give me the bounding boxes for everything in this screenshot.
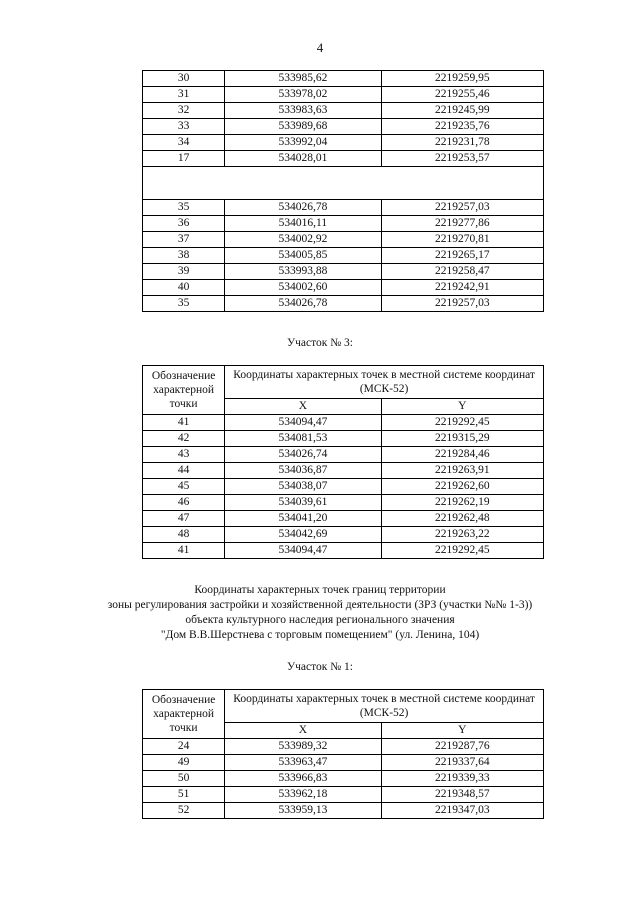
y-coordinate-cell: 2219257,03 bbox=[381, 296, 543, 312]
y-coordinate-cell: 2219284,46 bbox=[381, 447, 543, 463]
x-coordinate-cell: 533959,13 bbox=[225, 803, 381, 819]
coordinates-table-section-3 bbox=[142, 365, 544, 559]
y-coordinate-cell: 2219258,47 bbox=[381, 264, 543, 280]
table-row bbox=[143, 264, 544, 280]
point-number-cell: 48 bbox=[143, 527, 225, 543]
zone-heading bbox=[0, 583, 640, 643]
point-number-cell: 36 bbox=[143, 216, 225, 232]
point-number-cell: 30 bbox=[143, 71, 225, 87]
table-row bbox=[143, 479, 544, 495]
x-coordinate-cell: 534005,85 bbox=[225, 248, 381, 264]
table-row bbox=[143, 280, 544, 296]
y-coordinate-cell: 2219263,91 bbox=[381, 463, 543, 479]
table-row bbox=[143, 135, 544, 151]
table-body bbox=[143, 739, 544, 819]
y-coordinate-cell: 2219347,03 bbox=[381, 803, 543, 819]
x-coordinate-cell: 534026,74 bbox=[225, 447, 381, 463]
table-row bbox=[143, 248, 544, 264]
point-number-cell: 51 bbox=[143, 787, 225, 803]
y-coordinate-cell: 2219245,99 bbox=[381, 103, 543, 119]
point-number-cell: 39 bbox=[143, 264, 225, 280]
y-coordinate-cell: 2219235,76 bbox=[381, 119, 543, 135]
table-gap-row bbox=[143, 167, 544, 200]
table-body bbox=[143, 415, 544, 559]
x-coordinate-cell: 534002,60 bbox=[225, 280, 381, 296]
point-number-cell: 47 bbox=[143, 511, 225, 527]
x-coordinate-cell: 533962,18 bbox=[225, 787, 381, 803]
table-body-part-b bbox=[143, 200, 544, 312]
table-row bbox=[143, 232, 544, 248]
table-row bbox=[143, 447, 544, 463]
zone-heading-line: зоны регулирования застройки и хозяйственной деятельности (ЗРЗ (участки №№ 1-3)) bbox=[107, 599, 533, 611]
table-row bbox=[143, 431, 544, 447]
point-number-cell: 24 bbox=[143, 739, 225, 755]
y-coordinate-cell: 2219277,86 bbox=[381, 216, 543, 232]
section-1-title: Участок № 1: bbox=[286, 661, 353, 673]
table-row bbox=[143, 495, 544, 511]
table-row bbox=[143, 415, 544, 431]
table-row bbox=[143, 771, 544, 787]
point-number-cell: 17 bbox=[143, 151, 225, 167]
point-number-cell: 38 bbox=[143, 248, 225, 264]
y-coordinate-cell: 2219263,22 bbox=[381, 527, 543, 543]
header-y: Y bbox=[381, 723, 543, 739]
y-coordinate-cell: 2219292,45 bbox=[381, 415, 543, 431]
x-coordinate-cell: 534026,78 bbox=[225, 200, 381, 216]
y-coordinate-cell: 2219262,60 bbox=[381, 479, 543, 495]
point-number-cell: 45 bbox=[143, 479, 225, 495]
point-number-cell: 33 bbox=[143, 119, 225, 135]
point-number-cell: 43 bbox=[143, 447, 225, 463]
y-coordinate-cell: 2219315,29 bbox=[381, 431, 543, 447]
table-body-part-a bbox=[143, 71, 544, 167]
x-coordinate-cell: 534036,87 bbox=[225, 463, 381, 479]
coordinates-table-continuation bbox=[142, 70, 544, 312]
y-coordinate-cell: 2219265,17 bbox=[381, 248, 543, 264]
y-coordinate-cell: 2219348,57 bbox=[381, 787, 543, 803]
x-coordinate-cell: 534038,07 bbox=[225, 479, 381, 495]
x-coordinate-cell: 534094,47 bbox=[225, 415, 381, 431]
header-point-label: Обозначение характерной точки bbox=[143, 690, 225, 739]
x-coordinate-cell: 534028,01 bbox=[225, 151, 381, 167]
x-coordinate-cell: 534094,47 bbox=[225, 543, 381, 559]
point-number-cell: 44 bbox=[143, 463, 225, 479]
table-row bbox=[143, 755, 544, 771]
table-gap bbox=[143, 167, 544, 200]
y-coordinate-cell: 2219270,81 bbox=[381, 232, 543, 248]
table-row bbox=[143, 463, 544, 479]
header-x: X bbox=[225, 723, 381, 739]
table-row bbox=[143, 87, 544, 103]
y-coordinate-cell: 2219242,91 bbox=[381, 280, 543, 296]
y-coordinate-cell: 2219287,76 bbox=[381, 739, 543, 755]
coordinates-table-section-1 bbox=[142, 689, 544, 819]
header-point-label: Обозначение характерной точки bbox=[143, 366, 225, 415]
x-coordinate-cell: 533985,62 bbox=[225, 71, 381, 87]
header-x: X bbox=[225, 399, 381, 415]
table-row bbox=[143, 200, 544, 216]
x-coordinate-cell: 534039,61 bbox=[225, 495, 381, 511]
x-coordinate-cell: 533963,47 bbox=[225, 755, 381, 771]
x-coordinate-cell: 533993,88 bbox=[225, 264, 381, 280]
gap-cell bbox=[143, 167, 544, 200]
x-coordinate-cell: 533989,68 bbox=[225, 119, 381, 135]
zone-heading-line: Координаты характерных точек границ территории bbox=[194, 584, 446, 596]
point-number-cell: 41 bbox=[143, 415, 225, 431]
point-number-cell: 49 bbox=[143, 755, 225, 771]
table-row bbox=[143, 151, 544, 167]
table-row bbox=[143, 296, 544, 312]
y-coordinate-cell: 2219262,19 bbox=[381, 495, 543, 511]
point-number-cell: 34 bbox=[143, 135, 225, 151]
x-coordinate-cell: 533989,32 bbox=[225, 739, 381, 755]
table-row bbox=[143, 103, 544, 119]
point-number-cell: 50 bbox=[143, 771, 225, 787]
header-y: Y bbox=[381, 399, 543, 415]
x-coordinate-cell: 534016,11 bbox=[225, 216, 381, 232]
table-row bbox=[143, 71, 544, 87]
y-coordinate-cell: 2219292,45 bbox=[381, 543, 543, 559]
point-number-cell: 31 bbox=[143, 87, 225, 103]
point-number-cell: 52 bbox=[143, 803, 225, 819]
table-row bbox=[143, 787, 544, 803]
table-row bbox=[143, 739, 544, 755]
point-number-cell: 32 bbox=[143, 103, 225, 119]
point-number-cell: 40 bbox=[143, 280, 225, 296]
x-coordinate-cell: 533992,04 bbox=[225, 135, 381, 151]
y-coordinate-cell: 2219255,46 bbox=[381, 87, 543, 103]
point-number-cell: 35 bbox=[143, 296, 225, 312]
y-coordinate-cell: 2219339,33 bbox=[381, 771, 543, 787]
point-number-cell: 46 bbox=[143, 495, 225, 511]
y-coordinate-cell: 2219253,57 bbox=[381, 151, 543, 167]
header-coordinates-label: Координаты характерных точек в местной системе координат (МСК-52) bbox=[225, 690, 544, 723]
x-coordinate-cell: 533978,02 bbox=[225, 87, 381, 103]
x-coordinate-cell: 534026,78 bbox=[225, 296, 381, 312]
table-row bbox=[143, 543, 544, 559]
x-coordinate-cell: 534002,92 bbox=[225, 232, 381, 248]
table-row bbox=[143, 216, 544, 232]
page-number: 4 bbox=[316, 40, 324, 55]
y-coordinate-cell: 2219337,64 bbox=[381, 755, 543, 771]
table-row bbox=[143, 511, 544, 527]
x-coordinate-cell: 533966,83 bbox=[225, 771, 381, 787]
zone-heading-line: объекта культурного наследия регионального значения bbox=[185, 614, 455, 626]
table-row bbox=[143, 803, 544, 819]
point-number-cell: 37 bbox=[143, 232, 225, 248]
y-coordinate-cell: 2219257,03 bbox=[381, 200, 543, 216]
x-coordinate-cell: 534081,53 bbox=[225, 431, 381, 447]
point-number-cell: 42 bbox=[143, 431, 225, 447]
zone-heading-line: "Дом В.В.Шерстнева с торговым помещением" (ул. Ленина, 104) bbox=[160, 629, 480, 641]
y-coordinate-cell: 2219231,78 bbox=[381, 135, 543, 151]
table-row bbox=[143, 119, 544, 135]
x-coordinate-cell: 534041,20 bbox=[225, 511, 381, 527]
y-coordinate-cell: 2219259,95 bbox=[381, 71, 543, 87]
x-coordinate-cell: 534042,69 bbox=[225, 527, 381, 543]
point-number-cell: 41 bbox=[143, 543, 225, 559]
header-coordinates-label: Координаты характерных точек в местной системе координат (МСК-52) bbox=[225, 366, 544, 399]
section-3-title: Участок № 3: bbox=[286, 337, 353, 349]
table-row bbox=[143, 527, 544, 543]
point-number-cell: 35 bbox=[143, 200, 225, 216]
y-coordinate-cell: 2219262,48 bbox=[381, 511, 543, 527]
x-coordinate-cell: 533983,63 bbox=[225, 103, 381, 119]
